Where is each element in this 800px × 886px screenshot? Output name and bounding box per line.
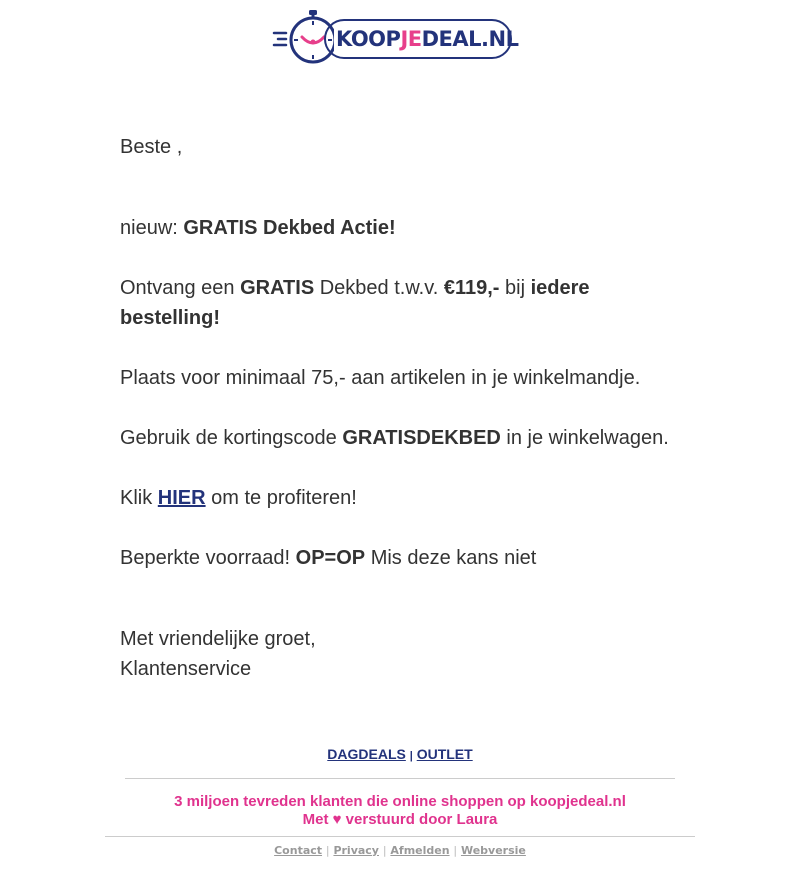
footer-nav-separator: |: [409, 750, 413, 762]
brand-logo[interactable]: [272, 9, 519, 67]
footer-divider: [105, 836, 695, 837]
footer-nav: [0, 746, 800, 762]
limited-stock-line: Beperkte voorraad! OP=OP Mis deze kans niet: [120, 547, 537, 569]
webversion-link[interactable]: Webversie: [460, 844, 526, 857]
discount-code: GRATISDEKBED: [342, 427, 501, 449]
footer-divider: [125, 778, 675, 779]
discount-code-line: Gebruik de kortingscode GRATISDEKBED in je winkelwagen.: [120, 427, 669, 449]
legal-links: Contact | Privacy | Afmelden | Webversie: [274, 844, 526, 857]
contact-link[interactable]: Contact: [274, 844, 323, 857]
intro-headline: GRATIS Dekbed Actie!: [183, 217, 396, 239]
logo-wordmark: KOOPJEDEAL.NL: [336, 27, 519, 51]
footer-link-outlet[interactable]: OUTLET: [416, 746, 473, 762]
minimum-order-text: Plaats voor minimaal 75,- aan artikelen in je winkelmandje.: [120, 367, 641, 389]
tagline-sender: Met ♥ verstuurd door Laura: [302, 811, 498, 828]
unsubscribe-link[interactable]: Afmelden: [390, 844, 450, 857]
footer-link-dagdeals[interactable]: DAGDEALS: [327, 746, 406, 762]
tagline-customers: 3 miljoen tevreden klanten die online shoppen op koopjedeal.nl: [174, 793, 626, 810]
intro-line: nieuw: GRATIS Dekbed Actie!: [120, 217, 396, 239]
greeting: Beste ,: [120, 136, 183, 158]
signature: Klantenservice: [120, 658, 252, 680]
signoff: Met vriendelijke groet,: [120, 628, 316, 650]
offer-paragraph: Ontvang een GRATIS Dekbed t.w.v. €119,- bij iedere bestelling!: [120, 277, 590, 329]
cta-link-hier[interactable]: HIER: [157, 487, 206, 509]
footer-tagline: [0, 793, 800, 829]
cta-line: Klik HIER om te profiteren!: [120, 487, 357, 509]
offer-price: €119,-: [443, 277, 500, 299]
privacy-link[interactable]: Privacy: [333, 844, 379, 857]
